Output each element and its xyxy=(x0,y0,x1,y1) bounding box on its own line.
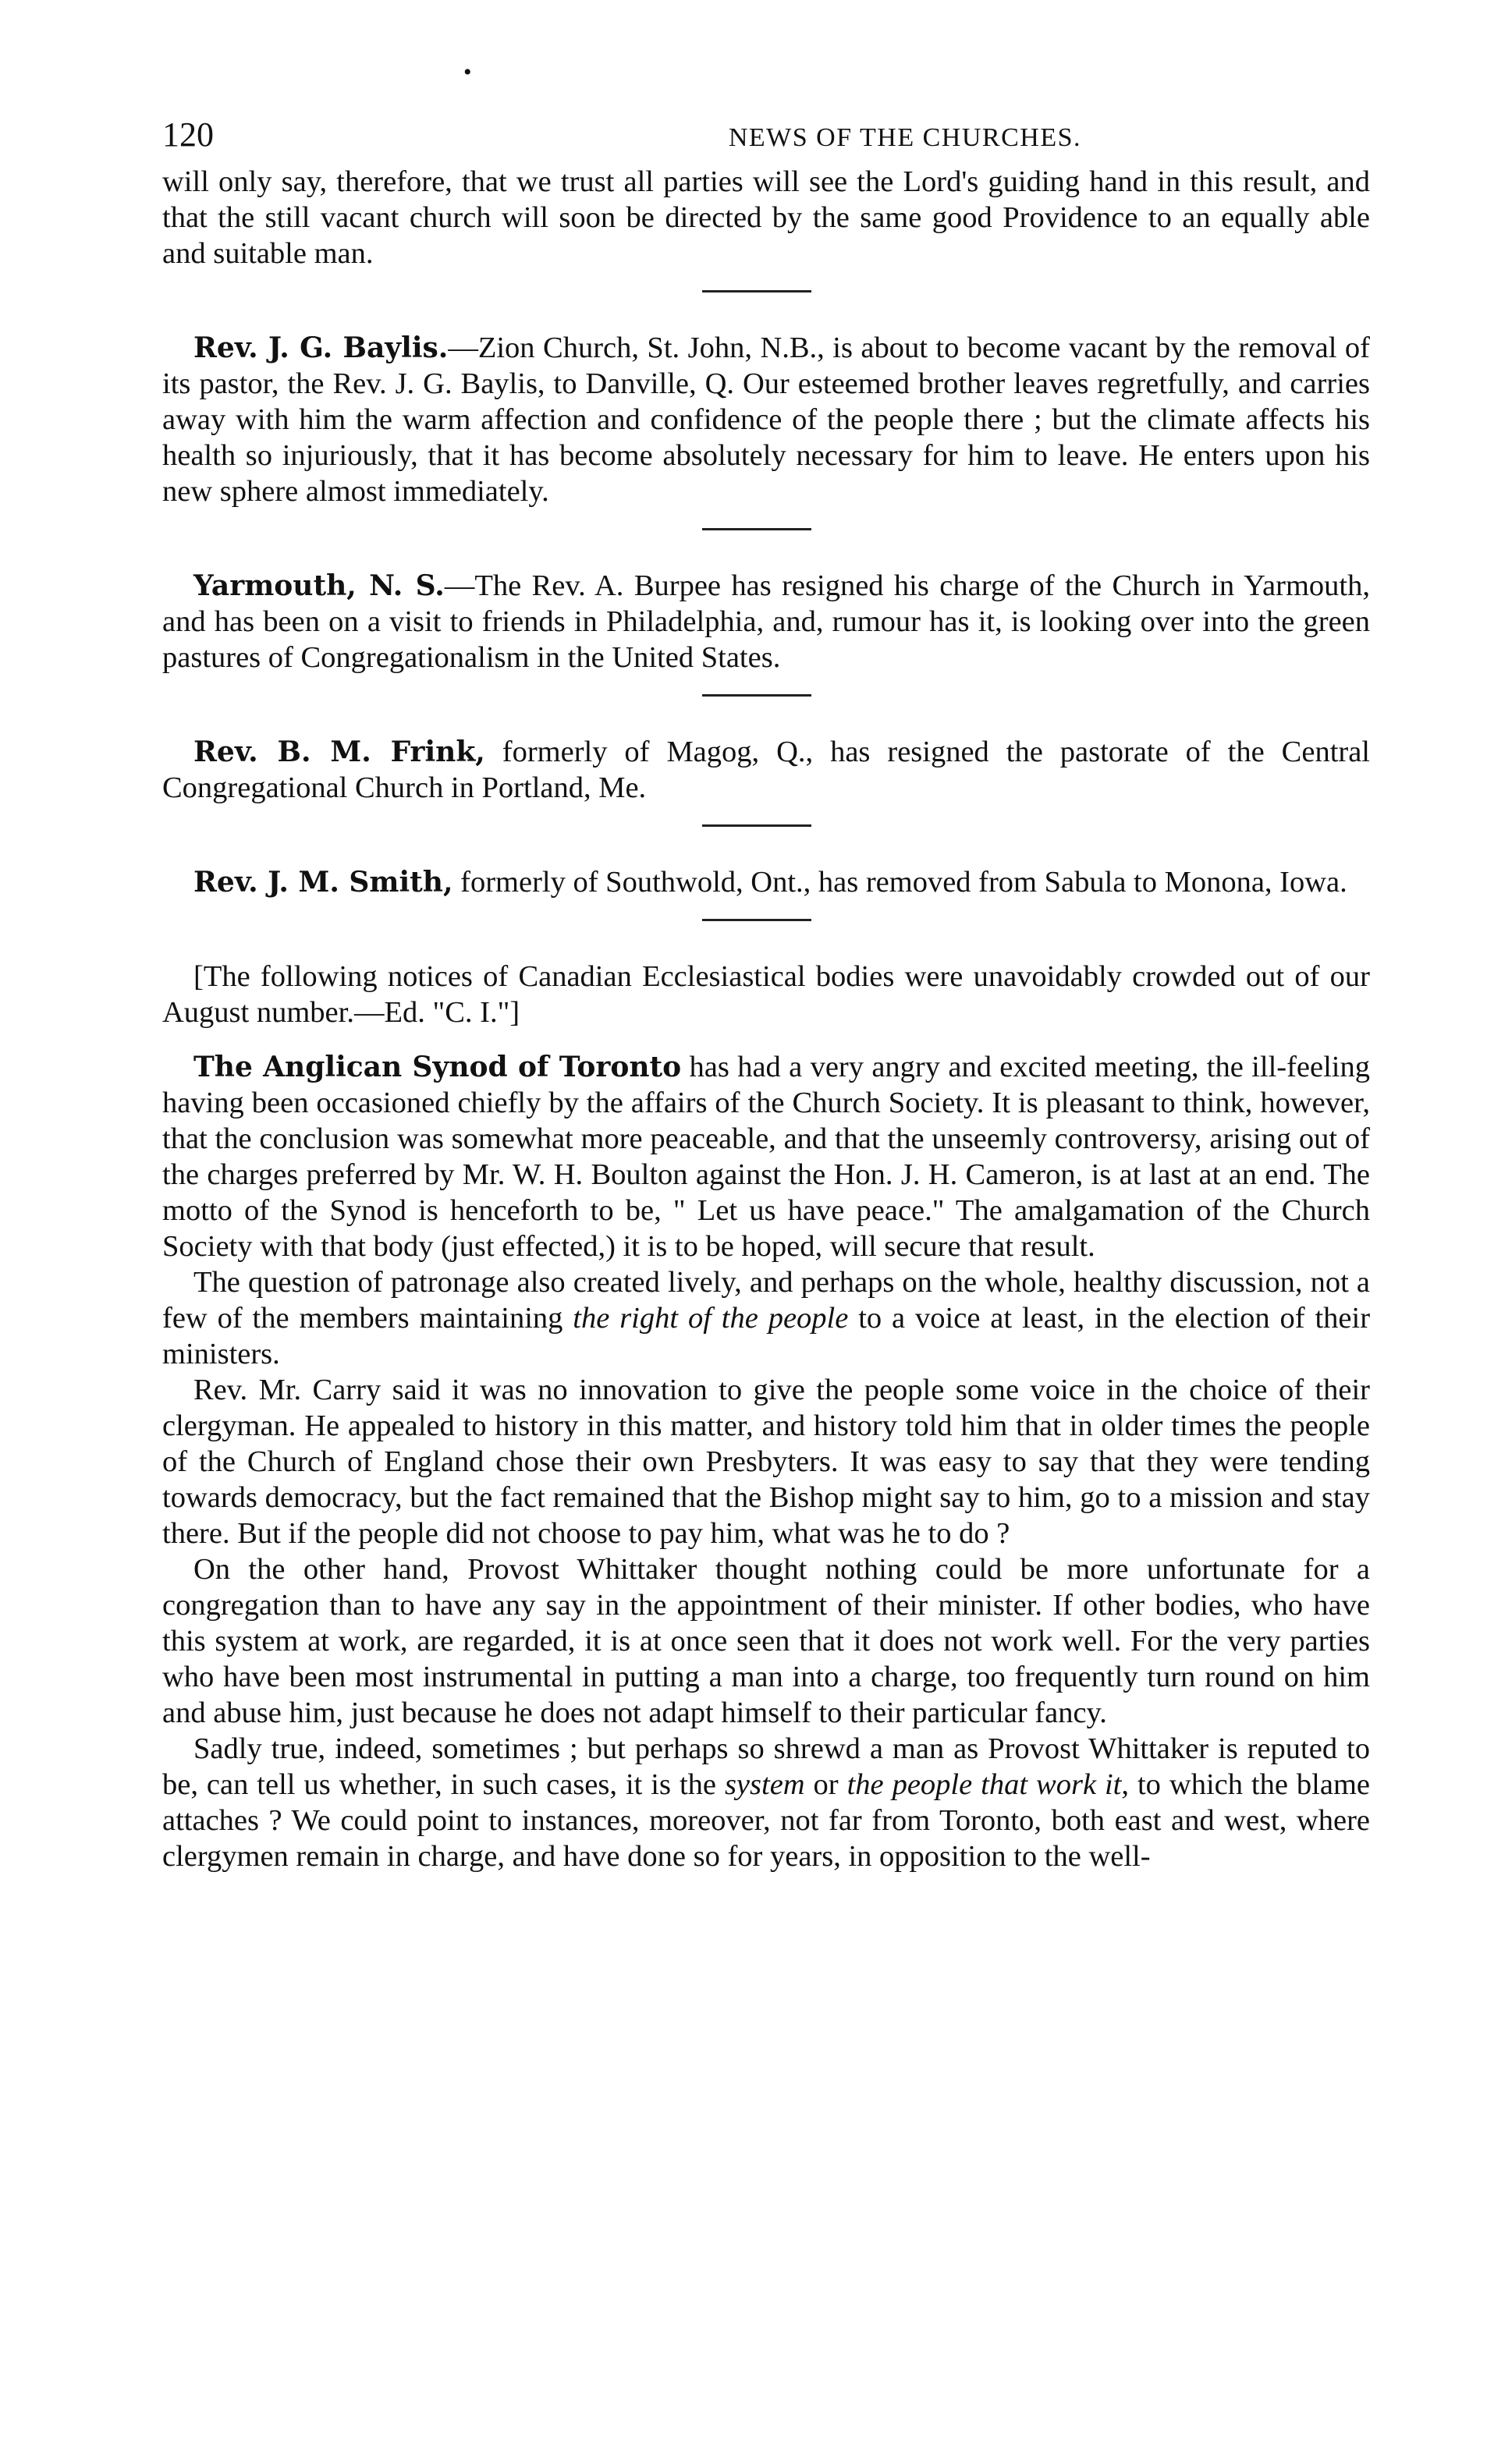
news-item-text: —Zion Church, St. John, N.B., is about to become vacant by the removal of its pastor, the Rev. J. G. Baylis, to Danville, Q. Our esteemed brother leaves regretfully, and carries away with him the warm affection and confidence of the people there ; but the climate affects his health so injuriously, that it has become absolutely necessary for him to leave. He enters upon his new sphere almost immediately. xyxy=(162,331,1370,508)
news-item-text: —The Rev. A. Burpee has resigned his charge of the Church in Yarmouth, and has been on a visit to friends in Philadelphia, and, rumour has it, is looking over into the green pastures of Congregationalism in the United States. xyxy=(162,569,1370,674)
news-item-text: formerly of Southwold, Ont., has removed from Sabula to Monona, Iowa. xyxy=(452,866,1347,899)
text-run: Sadly true, indeed, sometimes ; but perhaps so shrewd a man as Provost Whittaker is reputed to be, can tell us whether, in such cases, it is the xyxy=(162,1732,1370,1801)
news-item-smith xyxy=(162,864,1370,900)
paragraph-sadly-true xyxy=(162,1731,1370,1874)
news-item-yarmouth xyxy=(162,568,1370,675)
news-item-lead: The Anglican Synod of Toronto xyxy=(193,1051,682,1083)
page-header xyxy=(162,117,1370,156)
text-run: to a voice at least, in the election of their ministers. xyxy=(162,1302,1371,1370)
section-divider xyxy=(702,694,811,697)
text-run: or xyxy=(804,1768,847,1801)
section-divider xyxy=(702,824,811,827)
news-item-lead: Rev. B. M. Frink, xyxy=(193,736,485,768)
paragraph-continuation: will only say, therefore, that we trust all parties will see the Lord's guiding hand in this result, and that the still vacant church will soon be directed by the same good Providence to an equally able and suitable man. xyxy=(162,165,1370,270)
paragraph-whittaker: On the other hand, Provost Whittaker thought nothing could be more unfortunate for a congregation than to have any say in the appointment of their minister. If other bodies, who have this system at work, are regarded, it is at once seen that it does not work well. For the very parties who have been most instrumental in putting a man into a charge, too frequently turn round on him and abuse him, just because he does not adapt himself to their particular fancy. xyxy=(162,1553,1370,1729)
news-item-baylis xyxy=(162,330,1370,509)
text-run: , to which the blame attaches ? We could point to instances, moreover, not far from Toronto, both east and west, where clergymen remain in charge, and have done so for years, in opposition to the well- xyxy=(162,1768,1370,1873)
italic-text: the people that work it xyxy=(846,1768,1122,1801)
section-divider xyxy=(702,919,811,921)
paragraph-carry: Rev. Mr. Carry said it was no innovation to give the people some voice in the choice of their clergyman. He appealed to history in this matter, and history told him that in older times the people of the Church of England chose their own Presbyters. It was easy to say that they were tending towards democracy, but the fact remained that the Bishop might say to him, go to a mission and stay there. But if the people did not choose to pay him, what was he to do ? xyxy=(162,1374,1370,1550)
printer-mark: • xyxy=(463,59,472,85)
news-item-lead: Rev. J. G. Baylis. xyxy=(193,331,449,364)
article-body xyxy=(162,164,1370,1874)
paragraph-patronage xyxy=(162,1264,1370,1372)
news-item-lead: Rev. J. M. Smith, xyxy=(193,866,453,899)
text-run: The question of patronage also created lively, and perhaps on the whole, healthy discussion, not a few of the members maintaining xyxy=(162,1266,1370,1335)
running-head: NEWS OF THE CHURCHES. xyxy=(728,123,1081,152)
editor-note: [The following notices of Canadian Ecclesiastical bodies were unavoidably crowded out of our August number.—Ed. "C. I."] xyxy=(162,960,1370,1029)
news-item-anglican-synod xyxy=(162,1049,1370,1264)
page-number: 120 xyxy=(162,115,214,154)
italic-text: system xyxy=(724,1768,805,1801)
news-item-text: formerly of Magog, Q., has resigned the pastorate of the Central Congregational Church in Portland, Me. xyxy=(162,736,1370,804)
news-item-text: has had a very angry and excited meeting, the ill-feeling having been occasioned chiefly by the affairs of the Church Society. It is pleasant to think, however, that the conclusion was somewhat more peaceable, and that the unseemly controversy, arising out of the charges preferred by Mr. W. H. Boulton against the Hon. J. H. Cameron, is at last at an end. The motto of the Synod is henceforth to be, " Let us have peace." The amalgamation of the Church Society with that body (just effected,) it is to be hoped, will secure that result. xyxy=(162,1051,1370,1263)
news-item-lead: Yarmouth, N. S. xyxy=(193,569,445,602)
section-divider xyxy=(702,290,811,292)
italic-text: the right of the people xyxy=(573,1302,849,1335)
news-item-frink xyxy=(162,734,1370,806)
section-divider xyxy=(702,528,811,530)
